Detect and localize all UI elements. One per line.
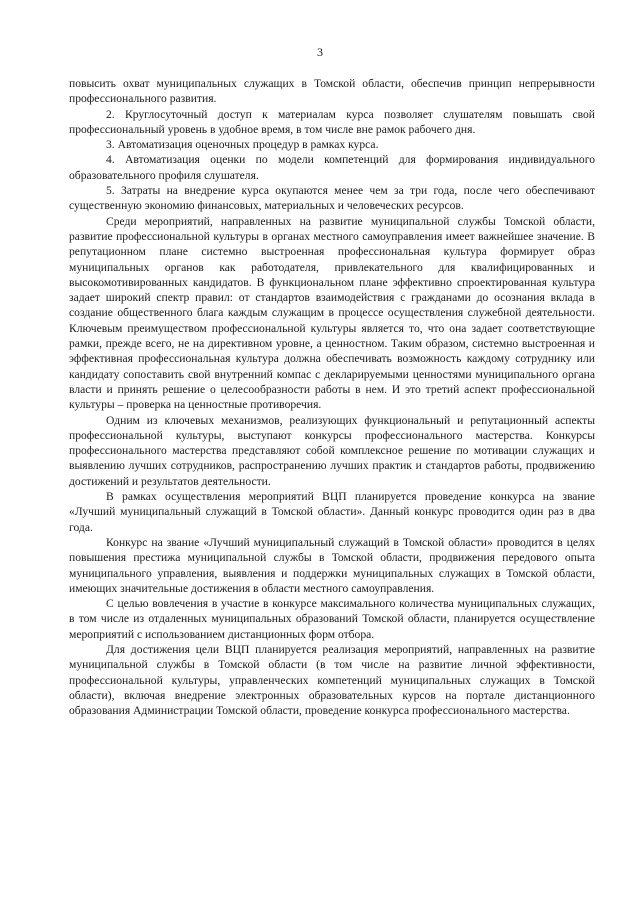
list-item-3: 3. Автоматизация оценочных процедур в рамках курса. (106, 138, 379, 152)
paragraph-professional-culture: Среди мероприятий, направленных на развитие муниципальной службы Томской области, развитие профессиональной культуры в органах местного самоуправления имеет важнейшее значение. В репутационном плане системно выстроенная профессиональная культура формирует образ муниципальных органов как работодателя, привлекательного для квалифицированных и высокомотивированных кандидатов. В функциональном плане эффективно спроектированная культура задает широкий спектр правил: от стандартов взаимодействия с гражданами до осознания вклада в создание общественного блага каждым служащим в процессе осуществления служебной деятельности. Ключевым преимуществом профессиональной культуры является то, что она задает соответствующие рамки, прежде всего, не на директивном уровне, а ценностном. Таким образом, системно выстроенная и эффективная профессиональная культура должна обеспечивать возможность каждому сотруднику или кандидату сопоставить свой внутренний компас с декларируемыми ценностями муниципального органа власти и принять решение о целесообразности работы в нем. И это третий аспект профессиональной культуры – проверка на ценностные противоречия. (69, 214, 595, 412)
paragraph-continuation: повысить охват муниципальных служащих в Томской области, обеспечив принцип непрерывности профессионального развития. (69, 77, 595, 106)
list-item-5: 5. Затраты на внедрение курса окупаются менее чем за три года, после чего обеспечивают существенную экономию финансовых, материальных и человеческих ресурсов. (69, 184, 595, 213)
page-number: 3 (317, 45, 323, 59)
list-item-2: 2. Круглосуточный доступ к материалам курса позволяет слушателям повышать свой профессиональный уровень в удобное время, в том числе вне рамок рабочего дня. (69, 107, 595, 136)
paragraph-remote-selection: С целью вовлечения в участие в конкурсе максимального количества муниципальных служащих, в том числе из отдаленных муниципальных образований Томской области, планируется осуществление мероприятий с использованием дистанционных форм отбора. (69, 597, 595, 641)
paragraph-contest-goals: Конкурс на звание «Лучший муниципальный служащий в Томской области» проводится в целях повышения престижа муниципальной службы в Томской области, продвижения передового опыта муниципального управления, выявления и поддержки муниципальных служащих в Томской области, имеющих значительные достижения в области местного самоуправления. (69, 535, 595, 595)
paragraph-competitions: Одним из ключевых механизмов, реализующих функциональный и репутационный аспекты профессиональной культуры, выступают конкурсы профессионального мастерства. Конкурсы профессионального мастерства представляют собой комплексное решение по мотивации служащих и выявлению лучших сотрудников, распространению лучших практик и стандартов работы, продвижению достижений и результатов деятельности. (69, 413, 595, 488)
list-item-4: 4. Автоматизация оценки по модели компетенций для формирования индивидуального образовательного профиля слушателя. (69, 153, 595, 182)
body-text (69, 76, 595, 718)
paragraph-vcp-contest: В рамках осуществления мероприятий ВЦП планируется проведение конкурса на звание «Лучший муниципальный служащий в Томской области». Данный конкурс проводится один раз в два года. (69, 490, 595, 534)
paragraph-vcp-measures: Для достижения цели ВЦП планируется реализация мероприятий, направленных на развитие муниципальной службы в Томской области (в том числе на развитие личной эффективности, профессиональной культуры, управленческих компетенций муниципальных служащих в Томской области), включая внедрение электронных образовательных курсов на портале дистанционного образования Администрации Томской области, проведение конкурса профессионального мастерства. (69, 642, 595, 718)
